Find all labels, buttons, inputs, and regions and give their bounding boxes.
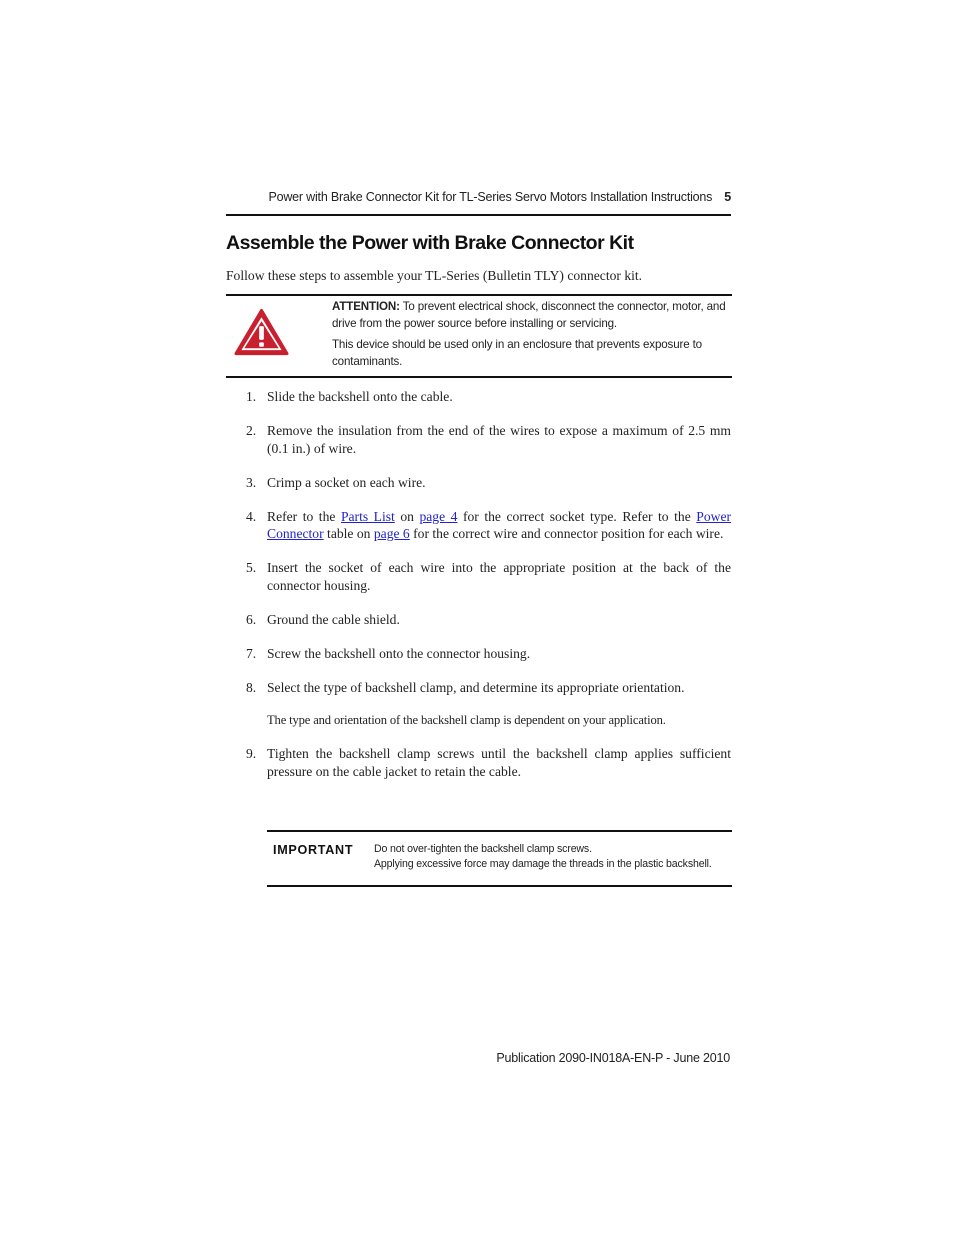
step-text: Tighten the backshell clamp screws until the backshell clamp applies sufficient pressure on the cable jacket to retain the cable. bbox=[267, 746, 731, 779]
warning-triangle-icon bbox=[234, 308, 289, 356]
step-number: 4. bbox=[246, 508, 257, 524]
step-4 bbox=[226, 508, 731, 543]
step-text: Ground the cable shield. bbox=[267, 611, 400, 627]
step-text-part: for the correct socket type. Refer to the bbox=[462, 508, 691, 524]
step-5 bbox=[226, 559, 731, 594]
step-number: 2. bbox=[246, 423, 257, 438]
step-text: Screw the backshell onto the connector housing. bbox=[267, 645, 531, 661]
step-3 bbox=[226, 474, 731, 492]
header-rule bbox=[226, 214, 731, 216]
step-7 bbox=[226, 645, 731, 663]
step-text: Select the type of backshell clamp, and determine its appropriate orientation. bbox=[267, 679, 685, 695]
steps-list bbox=[226, 388, 731, 797]
step-text-part: table on bbox=[327, 526, 371, 541]
step-number: 5. bbox=[246, 560, 257, 575]
important-label: IMPORTANT bbox=[273, 843, 354, 857]
step-2 bbox=[226, 422, 731, 457]
step-text: Slide the backshell onto the cable. bbox=[267, 389, 453, 404]
attention-paragraph-2: This device should be used only in an enclosure that prevents exposure to contaminants. bbox=[332, 338, 702, 368]
step-6 bbox=[226, 611, 731, 629]
attention-message: To prevent electrical shock, disconnect the connector, motor, and drive from the power source before installing or servicing. bbox=[332, 300, 726, 330]
step-8-note: The type and orientation of the backshell clamp is dependent on your application. bbox=[267, 712, 666, 727]
step-text bbox=[267, 508, 731, 543]
important-text bbox=[374, 842, 712, 872]
step-text-part: on bbox=[400, 508, 414, 524]
important-line-1: Do not over-tighten the backshell clamp screws. bbox=[374, 843, 592, 855]
step-number: 1. bbox=[246, 389, 257, 404]
step-number: 8. bbox=[246, 679, 257, 695]
step-number: 3. bbox=[246, 474, 257, 490]
attention-paragraph-1 bbox=[332, 298, 732, 332]
section-intro: Follow these steps to assemble your TL-Series (Bulletin TLY) connector kit. bbox=[226, 268, 643, 283]
step-number: 6. bbox=[246, 611, 257, 627]
step-1 bbox=[226, 388, 731, 406]
step-8 bbox=[226, 679, 731, 697]
page-number: 5 bbox=[724, 190, 731, 204]
step-text-part: for the correct wire and connector position for each wire. bbox=[413, 526, 724, 541]
step-number: 7. bbox=[246, 645, 257, 661]
running-header bbox=[226, 190, 731, 204]
step-number: 9. bbox=[246, 746, 257, 761]
attention-box bbox=[226, 294, 732, 378]
power-connector-link[interactable]: Power Connector bbox=[267, 508, 732, 541]
step-text-part: Refer to the bbox=[267, 508, 336, 524]
step-9 bbox=[226, 745, 731, 780]
attention-text bbox=[332, 298, 732, 370]
page-6-link[interactable]: page 6 bbox=[373, 526, 410, 541]
important-line-2: Applying excessive force may damage the threads in the plastic backshell. bbox=[374, 858, 712, 870]
publication-footer: Publication 2090-IN018A-EN-P - June 2010 bbox=[496, 1051, 730, 1065]
parts-list-link[interactable]: Parts List bbox=[340, 508, 395, 524]
running-header-title: Power with Brake Connector Kit for TL-Series Servo Motors Installation Instructions bbox=[268, 190, 713, 204]
page-4-link[interactable]: page 4 bbox=[419, 508, 458, 524]
attention-label: ATTENTION: bbox=[332, 300, 400, 313]
section-title: Assemble the Power with Brake Connector Kit bbox=[226, 232, 634, 254]
important-box bbox=[267, 830, 732, 887]
step-text: Remove the insulation from the end of the wires to expose a maximum of 2.5 mm (0.1 in.) of wire. bbox=[267, 423, 731, 456]
step-text: Insert the socket of each wire into the appropriate position at the back of the connector housing. bbox=[267, 560, 731, 593]
step-text: Crimp a socket on each wire. bbox=[267, 474, 426, 490]
